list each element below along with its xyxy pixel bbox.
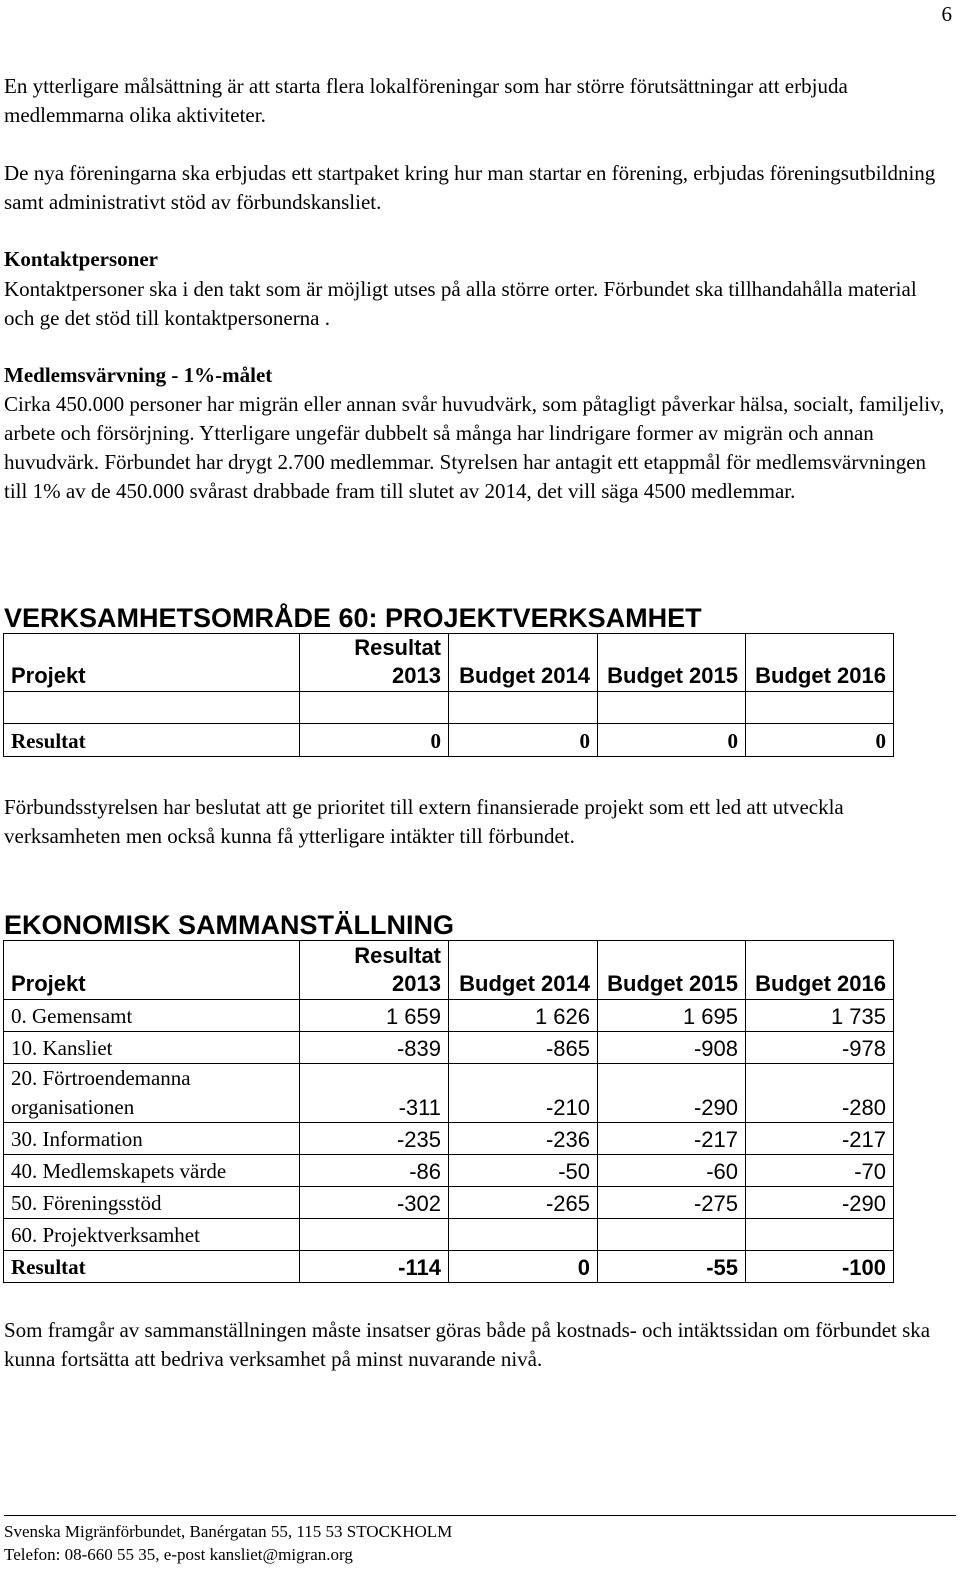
header-resultat-2013: Resultat 2013 [300,634,449,692]
cell-value: -86 [300,1155,449,1187]
cell-value: -275 [598,1187,746,1219]
cell-value [746,692,894,724]
cell-value: -908 [598,1032,746,1064]
footer-contact: Telefon: 08-660 55 35, e-post kansliet@migran.org [4,1545,353,1564]
header-budget-2014: Budget 2014 [449,634,598,692]
cell-value: -114 [300,1251,449,1283]
cell-value: -217 [746,1123,894,1155]
projekt-table [3,633,894,757]
cell-value: -839 [300,1032,449,1064]
row-label: Resultat [4,1251,300,1283]
cell-value [598,692,746,724]
row-label: 60. Projektverksamhet [4,1219,300,1251]
cell-value: -265 [449,1187,598,1219]
cell-value: -302 [300,1187,449,1219]
header-projekt: Projekt [4,634,300,692]
row-label: 20. Förtroendemanna organisationen [4,1064,300,1123]
cell-value: -290 [746,1187,894,1219]
cell-value: 1 659 [300,1000,449,1032]
table-row [4,1123,894,1155]
row-label: Resultat [4,724,300,757]
cell-value: -210 [449,1064,598,1123]
cell-value: 0 [300,724,449,757]
header-budget-2014: Budget 2014 [449,941,598,1000]
summary-title: EKONOMISK SAMMANSTÄLLNING [4,910,454,940]
header-projekt: Projekt [4,941,300,1000]
cell-value [449,692,598,724]
table-row [4,692,894,724]
header-budget-2015: Budget 2015 [598,634,746,692]
header-resultat-2013: Resultat 2013 [300,941,449,1000]
cell-value: -217 [598,1123,746,1155]
cell-value: -290 [598,1064,746,1123]
cell-value: -865 [449,1032,598,1064]
summary-table-header-row [4,941,894,1000]
table-row [4,1187,894,1219]
row-label: 40. Medlemskapets värde [4,1155,300,1187]
cell-value [300,692,449,724]
cell-value: -235 [300,1123,449,1155]
footer-divider [4,1515,956,1516]
cell-value: 1 695 [598,1000,746,1032]
table-row [4,1219,894,1251]
kontaktpersoner-heading: Kontaktpersoner [4,247,158,271]
cell-value: -50 [449,1155,598,1187]
intro-paragraph-1: En ytterligare målsättning är att starta flera lokalföreningar som har större förutsättningar att erbjuda medlemmarna olika aktiviteter. [4,74,848,127]
header-budget-2016: Budget 2016 [746,634,894,692]
cell-value: 0 [449,724,598,757]
projekt-text: Förbundsstyrelsen har beslutat att ge prioritet till extern finansierade projekt som ett led att utveckla verksamheten men också kunna få ytterligare intäkter till förbundet. [4,795,844,848]
cell-value [449,1219,598,1251]
table-row [4,1155,894,1187]
cell-value: -55 [598,1251,746,1283]
cell-value: 1 735 [746,1000,894,1032]
cell-value: -280 [746,1064,894,1123]
cell-value: -236 [449,1123,598,1155]
section-60-title: VERKSAMHETSOMRÅDE 60: PROJEKTVERKSAMHET [4,603,702,633]
table-row-resultat [4,724,894,757]
row-label: 0. Gemensamt [4,1000,300,1032]
footer-address: Svenska Migränförbundet, Banérgatan 55, 115 53 STOCKHOLM [4,1522,453,1541]
page-number: 6 [941,2,952,26]
cell-value: 0 [449,1251,598,1283]
table-row [4,1000,894,1032]
medlemsvarvning-text: Cirka 450.000 personer har migrän eller annan svår huvudvärk, som påtagligt påverkar hälsa, socialt, familjeliv, arbete och försörjning. Ytterligare ungefär dubbelt så många har lindrigare former av migrän och annan huvudvärk. Förbundet har drygt 2.700 medlemmar. Styrelsen har antagit ett etappmål för medlemsvärvningen till 1% av de 450.000 svårast drabbade fram till slutet av 2014, det vill säga 4500 medlemmar. [4,392,945,503]
intro-paragraph-2: De nya föreningarna ska erbjudas ett startpaket kring hur man startar en förening, erbjudas föreningsutbildning samt administrativt stöd av förbundskansliet. [4,161,936,214]
cell-value: 0 [746,724,894,757]
cell-value: -978 [746,1032,894,1064]
table-row [4,1032,894,1064]
row-label: 30. Information [4,1123,300,1155]
cell-value [746,1219,894,1251]
cell-value: 0 [598,724,746,757]
medlemsvarvning-heading: Medlemsvärvning - 1%-målet [4,363,273,387]
cell-value [300,1219,449,1251]
header-budget-2016: Budget 2016 [746,941,894,1000]
cell-value: -70 [746,1155,894,1187]
table-row-resultat [4,1251,894,1283]
summary-table [3,940,894,1283]
row-label: 50. Föreningsstöd [4,1187,300,1219]
summary-text: Som framgår av sammanställningen måste insatser göras både på kostnads- och intäktssidan om förbundet ska kunna fortsätta att bedriva verksamhet på minst nuvarande nivå. [4,1318,931,1371]
cell-value [598,1219,746,1251]
table-row [4,1064,894,1123]
row-label [4,692,300,724]
cell-value: 1 626 [449,1000,598,1032]
kontaktpersoner-text: Kontaktpersoner ska i den takt som är möjligt utses på alla större orter. Förbundet ska tillhandahålla material och ge det stöd till kontaktpersonerna . [4,277,917,330]
row-label: 10. Kansliet [4,1032,300,1064]
projekt-table-header-row [4,634,894,692]
footer [4,1520,452,1566]
cell-value: -60 [598,1155,746,1187]
cell-value: -311 [300,1064,449,1123]
header-budget-2015: Budget 2015 [598,941,746,1000]
cell-value: -100 [746,1251,894,1283]
